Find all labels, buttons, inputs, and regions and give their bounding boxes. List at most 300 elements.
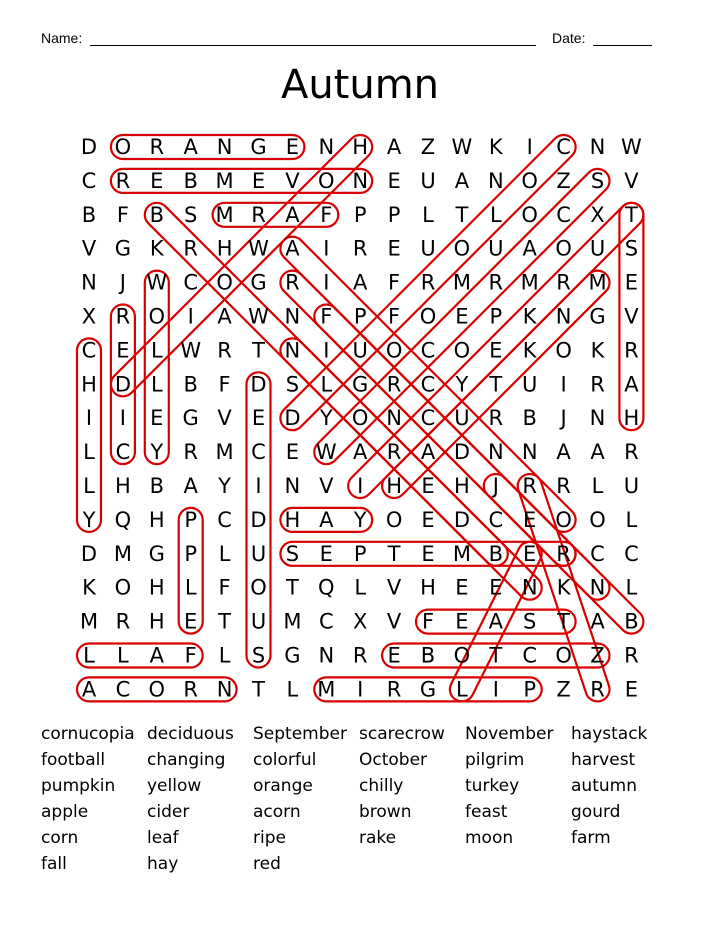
word-list-item: deciduous — [147, 724, 234, 744]
grid-letter: M — [113, 541, 132, 566]
word-list-item: red — [253, 854, 281, 874]
grid-letter: R — [115, 168, 131, 193]
grid-letter: V — [217, 406, 232, 431]
grid-letter: K — [149, 236, 164, 261]
word-column-6 — [571, 721, 677, 851]
grid-letter: C — [556, 135, 571, 159]
grid-letter: N — [521, 440, 538, 465]
grid-letter: W — [248, 304, 269, 329]
grid-letter: L — [286, 677, 299, 702]
grid-letter: U — [250, 609, 267, 634]
grid-letter: N — [589, 575, 606, 600]
found-word-circle — [77, 338, 101, 532]
grid-letter: D — [284, 406, 301, 431]
grid-letter: G — [419, 677, 437, 702]
grid-letter: M — [452, 541, 471, 566]
grid-letter: E — [421, 507, 435, 532]
grid-letter: N — [216, 677, 233, 702]
grid-letter: T — [489, 372, 503, 397]
word-list-item: pumpkin — [41, 776, 116, 796]
grid-letter: A — [454, 168, 470, 193]
word-list-item: ripe — [253, 828, 286, 848]
grid-letter: M — [215, 440, 234, 465]
grid-letter: X — [81, 304, 97, 329]
grid-letter: R — [556, 541, 571, 566]
grid-letter: E — [489, 338, 503, 363]
grid-letter: O — [453, 236, 471, 261]
word-list-item: acorn — [253, 802, 301, 822]
grid-letter: S — [624, 236, 639, 261]
word-list-item: haystack — [571, 724, 648, 744]
grid-letter: W — [146, 270, 168, 295]
grid-letter: M — [79, 609, 99, 634]
grid-letter: M — [588, 270, 607, 295]
word-list-item: cornucopia — [41, 724, 135, 744]
grid-letter: C — [556, 202, 571, 227]
name-label: Name: — [41, 30, 83, 46]
grid-letter: C — [522, 643, 538, 668]
grid-letter: P — [353, 304, 367, 329]
grid-letter: P — [489, 304, 503, 329]
grid-letter: K — [522, 338, 537, 363]
grid-letter: E — [624, 677, 639, 702]
grid-letter: L — [150, 338, 163, 363]
grid-letter: A — [590, 609, 605, 634]
grid-letter: J — [560, 406, 567, 431]
word-column-1 — [41, 721, 147, 877]
grid-letter: E — [251, 406, 266, 431]
grid-letter: R — [590, 372, 605, 397]
grid-letter: A — [353, 270, 368, 295]
grid-letter: P — [353, 202, 367, 227]
grid-letter: G — [589, 304, 606, 329]
grid-letter: I — [85, 406, 93, 431]
grid-letter: E — [421, 541, 435, 566]
grid-letter: B — [488, 541, 504, 566]
grid-letter: I — [357, 474, 364, 498]
grid-letter: P — [523, 677, 537, 702]
found-word-circle — [106, 130, 377, 401]
word-list-item: harvest — [571, 750, 636, 770]
grid-letter: C — [420, 406, 436, 431]
grid-letter: O — [521, 202, 538, 227]
grid-letter: H — [115, 474, 131, 498]
grid-letter: E — [523, 541, 537, 566]
grid-letter: U — [623, 474, 640, 498]
grid-letter: F — [388, 304, 401, 329]
grid-letter: G — [148, 541, 165, 566]
word-column-5 — [465, 721, 571, 851]
grid-letter: D — [453, 440, 470, 465]
grid-letter: T — [252, 338, 265, 363]
grid-letter: H — [386, 474, 402, 498]
grid-letter: A — [183, 474, 198, 498]
grid-letter: T — [455, 202, 469, 227]
grid-letter: O — [555, 643, 572, 668]
grid-letter: N — [284, 338, 301, 363]
found-word-circle — [111, 135, 305, 159]
word-list-item: brown — [359, 802, 412, 822]
grid-letter: H — [454, 474, 470, 498]
grid-letter: Z — [420, 135, 436, 159]
grid-letter: R — [556, 474, 571, 498]
grid-letter: A — [522, 236, 537, 261]
grid-letter: R — [522, 474, 537, 498]
grid-letter: H — [148, 609, 165, 634]
page-title: Autumn — [280, 62, 440, 108]
grid-letter: A — [420, 440, 436, 465]
grid-letter: O — [385, 507, 403, 532]
grid-letter: K — [82, 575, 96, 600]
grid-letter: H — [148, 575, 165, 600]
word-list-item: November — [465, 724, 554, 744]
grid-letter: O — [555, 507, 572, 532]
grid-letter: R — [149, 135, 165, 159]
grid-letter: N — [555, 304, 572, 329]
grid-letter: Y — [455, 372, 469, 397]
grid-letter: N — [487, 168, 504, 193]
grid-letter: L — [83, 643, 95, 668]
grid-letter: B — [624, 609, 639, 634]
grid-letter: L — [422, 202, 434, 227]
grid-letter: O — [385, 338, 403, 363]
grid-letter: U — [522, 372, 538, 397]
grid-letter: N — [589, 406, 606, 431]
grid-letter: I — [323, 236, 330, 261]
grid-letter: R — [352, 643, 368, 668]
grid-letter: U — [589, 236, 606, 261]
grid-letter: E — [150, 406, 164, 431]
grid-letter: H — [81, 372, 97, 397]
grid-letter: H — [284, 507, 301, 532]
grid-letter: A — [285, 236, 300, 261]
grid-letter: P — [353, 541, 367, 566]
grid-letter: V — [285, 168, 300, 193]
word-list-item: hay — [147, 854, 179, 874]
grid-letter: C — [420, 338, 436, 363]
grid-letter: C — [115, 677, 131, 702]
grid-letter: F — [184, 643, 197, 668]
grid-letter: L — [625, 575, 638, 600]
grid-letter: R — [624, 440, 639, 465]
grid-letter: C — [115, 440, 131, 465]
grid-letter: V — [386, 575, 402, 600]
grid-letter: M — [215, 202, 234, 227]
grid-letter: O — [216, 270, 233, 295]
grid-letter: U — [454, 406, 470, 431]
grid-letter: O — [148, 304, 166, 329]
grid-letter: B — [522, 406, 537, 431]
grid-letter: O — [250, 575, 267, 600]
grid-letter: E — [489, 575, 503, 600]
grid-letter: Y — [353, 507, 367, 532]
grid-letter: N — [318, 643, 335, 668]
grid-letter: F — [116, 202, 129, 227]
grid-letter: R — [115, 304, 131, 329]
grid-letter: C — [251, 440, 266, 465]
grid-letter: V — [81, 236, 97, 261]
grid-letter: D — [250, 507, 267, 532]
grid-letter: C — [217, 507, 232, 532]
grid-letter: M — [283, 609, 302, 634]
grid-letter: C — [590, 541, 605, 566]
grid-letter: P — [387, 202, 401, 227]
grid-letter: L — [591, 474, 604, 498]
word-list-item: orange — [253, 776, 313, 796]
grid-letter: N — [487, 440, 504, 465]
grid-letter: R — [488, 270, 504, 295]
grid-letter: C — [183, 270, 199, 295]
grid-letter: R — [285, 270, 300, 295]
grid-letter: I — [323, 270, 330, 295]
grid-letter: D — [250, 372, 267, 397]
grid-letter: R — [115, 609, 131, 634]
grid-letter: A — [590, 440, 605, 465]
grid-letter: T — [285, 575, 299, 600]
grid-letter: F — [320, 304, 333, 329]
grid-letter: E — [387, 236, 401, 261]
grid-letter: A — [386, 135, 402, 159]
grid-letter: N — [589, 135, 606, 159]
grid-letter: M — [317, 677, 336, 702]
grid-letter: R — [183, 236, 198, 261]
grid-letter: C — [624, 541, 639, 566]
grid-letter: K — [556, 575, 571, 600]
word-list-item: feast — [465, 802, 508, 822]
grid-letter: L — [150, 372, 163, 397]
grid-letter: I — [323, 338, 330, 363]
grid-letter: H — [148, 507, 165, 532]
grid-letter: O — [521, 168, 538, 193]
grid-letter: L — [117, 643, 129, 668]
grid-letter: A — [285, 202, 300, 227]
grid-letter: E — [285, 135, 300, 159]
grid-letter: O — [555, 236, 572, 261]
grid-letter: H — [420, 575, 436, 600]
grid-letter: O — [589, 507, 606, 532]
grid-letter: K — [590, 338, 605, 363]
grid-letter: L — [320, 372, 333, 397]
grid-letter: S — [184, 202, 198, 227]
word-list-item: pilgrim — [465, 750, 525, 770]
grid-letter: L — [83, 474, 95, 498]
grid-letter: R — [183, 440, 198, 465]
word-list-item: scarecrow — [359, 724, 445, 744]
grid-letter: F — [421, 609, 435, 634]
grid-letter: I — [119, 406, 127, 431]
grid-letter: D — [80, 135, 98, 159]
grid-letter: G — [352, 372, 369, 397]
grid-letter: T — [624, 202, 638, 227]
grid-letter: E — [455, 609, 469, 634]
grid-letter: E — [251, 168, 266, 193]
grid-letter: I — [357, 677, 364, 702]
grid-letter: I — [187, 304, 194, 329]
grid-letter: E — [523, 507, 537, 532]
grid-letter: Z — [556, 677, 571, 702]
grid-letter: I — [560, 372, 567, 397]
grid-letter: B — [183, 372, 198, 397]
grid-letter: D — [114, 372, 131, 397]
grid-letter: Q — [114, 507, 132, 532]
grid-letter: P — [184, 507, 198, 532]
grid-letter: F — [218, 372, 231, 397]
grid-letter: E — [150, 168, 164, 193]
grid-letter: V — [319, 474, 334, 498]
word-list-item: fall — [41, 854, 67, 874]
grid-letter: O — [114, 135, 132, 159]
grid-letter: T — [252, 677, 265, 702]
word-column-3 — [253, 721, 359, 877]
grid-letter: E — [455, 575, 469, 600]
grid-letter: C — [81, 168, 97, 193]
grid-letter: S — [285, 372, 300, 397]
grid-letter: W — [180, 338, 202, 363]
word-list-item: turkey — [465, 776, 520, 796]
grid-letter: S — [285, 541, 300, 566]
grid-letter: M — [215, 168, 234, 193]
grid-letter: Z — [590, 643, 605, 668]
grid-letter: W — [621, 135, 642, 159]
grid-letter: R — [386, 440, 402, 465]
grid-letter: T — [489, 643, 503, 668]
grid-letter: G — [114, 236, 132, 261]
grid-letter: R — [624, 338, 639, 363]
grid-letter: O — [419, 304, 437, 329]
grid-letter: R — [251, 202, 266, 227]
grid-letter: A — [353, 440, 368, 465]
grid-letter: N — [318, 135, 335, 159]
grid-letter: E — [319, 541, 333, 566]
grid-letter: A — [319, 507, 334, 532]
grid-letter: X — [590, 202, 605, 227]
grid-letter: E — [387, 643, 401, 668]
grid-letter: N — [521, 575, 538, 600]
word-list-item: rake — [359, 828, 397, 848]
grid-letter: R — [624, 643, 639, 668]
grid-letter: D — [453, 507, 470, 532]
grid-letter: P — [184, 541, 198, 566]
grid-letter: A — [488, 609, 503, 634]
grid-letter: F — [320, 202, 333, 227]
grid-letter: O — [453, 643, 471, 668]
grid-letter: R — [386, 677, 402, 702]
word-list-item: October — [359, 750, 428, 770]
grid-letter: E — [184, 609, 198, 634]
grid-letter: O — [148, 677, 166, 702]
grid-letter: S — [590, 168, 605, 193]
word-list-item: football — [41, 750, 106, 770]
grid-letter: L — [625, 507, 638, 532]
grid-letter: C — [318, 609, 334, 634]
grid-letter: Y — [150, 440, 164, 465]
grid-letter: E — [624, 270, 639, 295]
grid-letter: R — [420, 270, 436, 295]
word-list-item: farm — [571, 828, 611, 848]
grid-letter: L — [184, 575, 197, 600]
grid-letter: B — [81, 202, 97, 227]
word-list-item: yellow — [147, 776, 202, 796]
word-list — [41, 721, 701, 881]
word-column-4 — [359, 721, 465, 851]
grid-letter: F — [388, 270, 401, 295]
grid-letter: O — [555, 338, 572, 363]
word-column-2 — [147, 721, 253, 877]
grid-letter: T — [218, 609, 232, 634]
grid-letter: A — [149, 643, 164, 668]
grid-letter: H — [623, 406, 640, 431]
word-list-item: autumn — [571, 776, 637, 796]
grid-letter: O — [114, 575, 132, 600]
grid-letter: U — [420, 236, 436, 261]
grid-letter: Q — [318, 575, 335, 600]
grid-letter: N — [386, 406, 402, 431]
grid-letter: B — [149, 202, 165, 227]
grid-letter: C — [420, 372, 436, 397]
grid-letter: W — [451, 135, 473, 159]
grid-letter: H — [216, 236, 233, 261]
grid-letter: N — [81, 270, 97, 295]
grid-letter: O — [318, 168, 335, 193]
grid-letter: L — [218, 541, 231, 566]
grid-letter: E — [116, 338, 130, 363]
grid-letter: N — [284, 304, 301, 329]
grid-letter: K — [488, 135, 503, 159]
grid-letter: W — [248, 236, 269, 261]
word-list-item: cider — [147, 802, 190, 822]
grid-letter: U — [420, 168, 436, 193]
grid-letter: B — [183, 168, 198, 193]
grid-letter: G — [182, 406, 199, 431]
grid-letter: G — [250, 135, 267, 159]
grid-letter: S — [251, 643, 266, 668]
grid-letter: S — [523, 609, 537, 634]
grid-letter: L — [456, 677, 468, 702]
grid-letter: Z — [556, 168, 571, 193]
grid-letter: L — [83, 440, 95, 465]
word-list-item: gourd — [571, 802, 621, 822]
grid-letter: O — [351, 406, 369, 431]
grid-letters — [80, 135, 642, 701]
word-list-item: corn — [41, 828, 79, 848]
grid-letter: E — [387, 168, 401, 193]
grid-letter: U — [352, 338, 368, 363]
grid-letter: I — [526, 135, 533, 159]
grid-letter: V — [624, 304, 639, 329]
grid-letter: T — [387, 541, 401, 566]
grid-letter: E — [455, 304, 469, 329]
grid-letter: B — [149, 474, 165, 498]
grid-letter: R — [590, 677, 605, 702]
grid-letter: A — [556, 440, 571, 465]
grid-letter: N — [284, 474, 301, 498]
word-list-item: changing — [147, 750, 226, 770]
grid-letter: A — [217, 304, 232, 329]
grid-letter: T — [557, 609, 571, 634]
grid-letter: A — [183, 135, 198, 159]
date-label: Date: — [552, 30, 586, 46]
word-list-item: colorful — [253, 750, 317, 770]
grid-letter: C — [81, 338, 97, 363]
grid-letter: A — [624, 372, 639, 397]
grid-letter: E — [285, 440, 300, 465]
grid-letter: C — [488, 507, 504, 532]
grid-letter: R — [217, 338, 232, 363]
grid-letter: L — [489, 202, 502, 227]
grid-letter: R — [386, 372, 402, 397]
grid-letter: N — [352, 168, 369, 193]
grid-letter: Y — [319, 406, 333, 431]
